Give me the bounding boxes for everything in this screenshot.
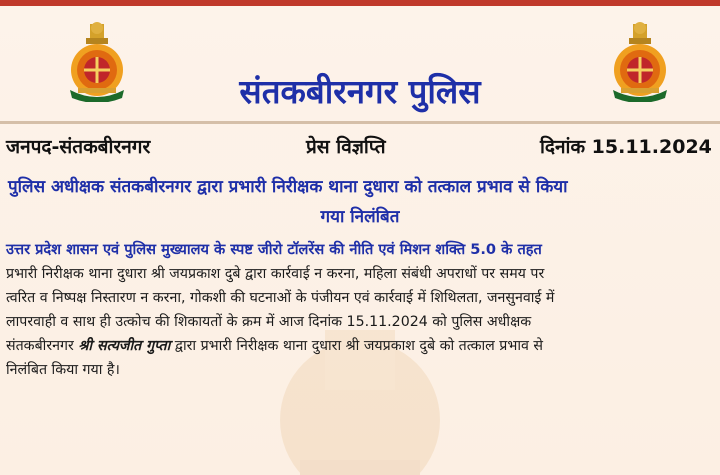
body-line-5-pre: संतकबीरनगर: [6, 338, 79, 354]
date-label: दिनांक 15.11.2024: [540, 136, 712, 158]
body-paragraph: [6, 238, 720, 382]
top-accent-rule: [0, 0, 720, 6]
headline-line-1: पुलिस अधीक्षक संतकबीरनगर द्वारा प्रभारी निरीक्षक थाना दुधारा को तत्काल प्रभाव से किया: [8, 177, 568, 197]
body-line-2: प्रभारी निरीक्षक थाना दुधारा श्री जयप्रकाश दुबे द्वारा कार्रवाई न करना, महिला संबंधी अपराधों पर समय पर: [6, 266, 545, 282]
press-release-label: प्रेस विज्ञप्ति: [306, 136, 386, 158]
body-line-4: लापरवाही व साथ ही उत्कोच की शिकायतों के क्रम में आज दिनांक 15.11.2024 को पुलिस अधीक्षक: [6, 314, 532, 330]
body-line-3: त्वरित व निष्पक्ष निस्तारण न करना, गोकशी की घटनाओं के पंजीयन एवं कार्रवाई में शिथिलता, जनसुनवाई में: [6, 290, 555, 306]
header-divider: [0, 121, 720, 124]
body-line-5: [6, 334, 720, 358]
meta-row: [0, 133, 720, 163]
officer-name: श्री सत्यजीत गुप्ता: [78, 338, 171, 354]
body-line-1: उत्तर प्रदेश शासन एवं पुलिस मुख्यालय के स्पष्ट जीरो टॉलरेंस की नीति एवं मिशन शक्ति 5.0 के तहत: [6, 241, 542, 258]
department-title: संतकबीरनगर पुलिस: [239, 72, 481, 111]
body-line-6: निलंबित किया गया है।: [6, 362, 120, 378]
headline-line-2: गया निलंबित: [320, 207, 400, 227]
district-label: जनपद-संतकबीरनगर: [6, 136, 151, 158]
body-line-5-post: द्वारा प्रभारी निरीक्षक थाना दुधारा श्री जयप्रकाश दुबे को तत्काल प्रभाव से: [170, 338, 543, 354]
